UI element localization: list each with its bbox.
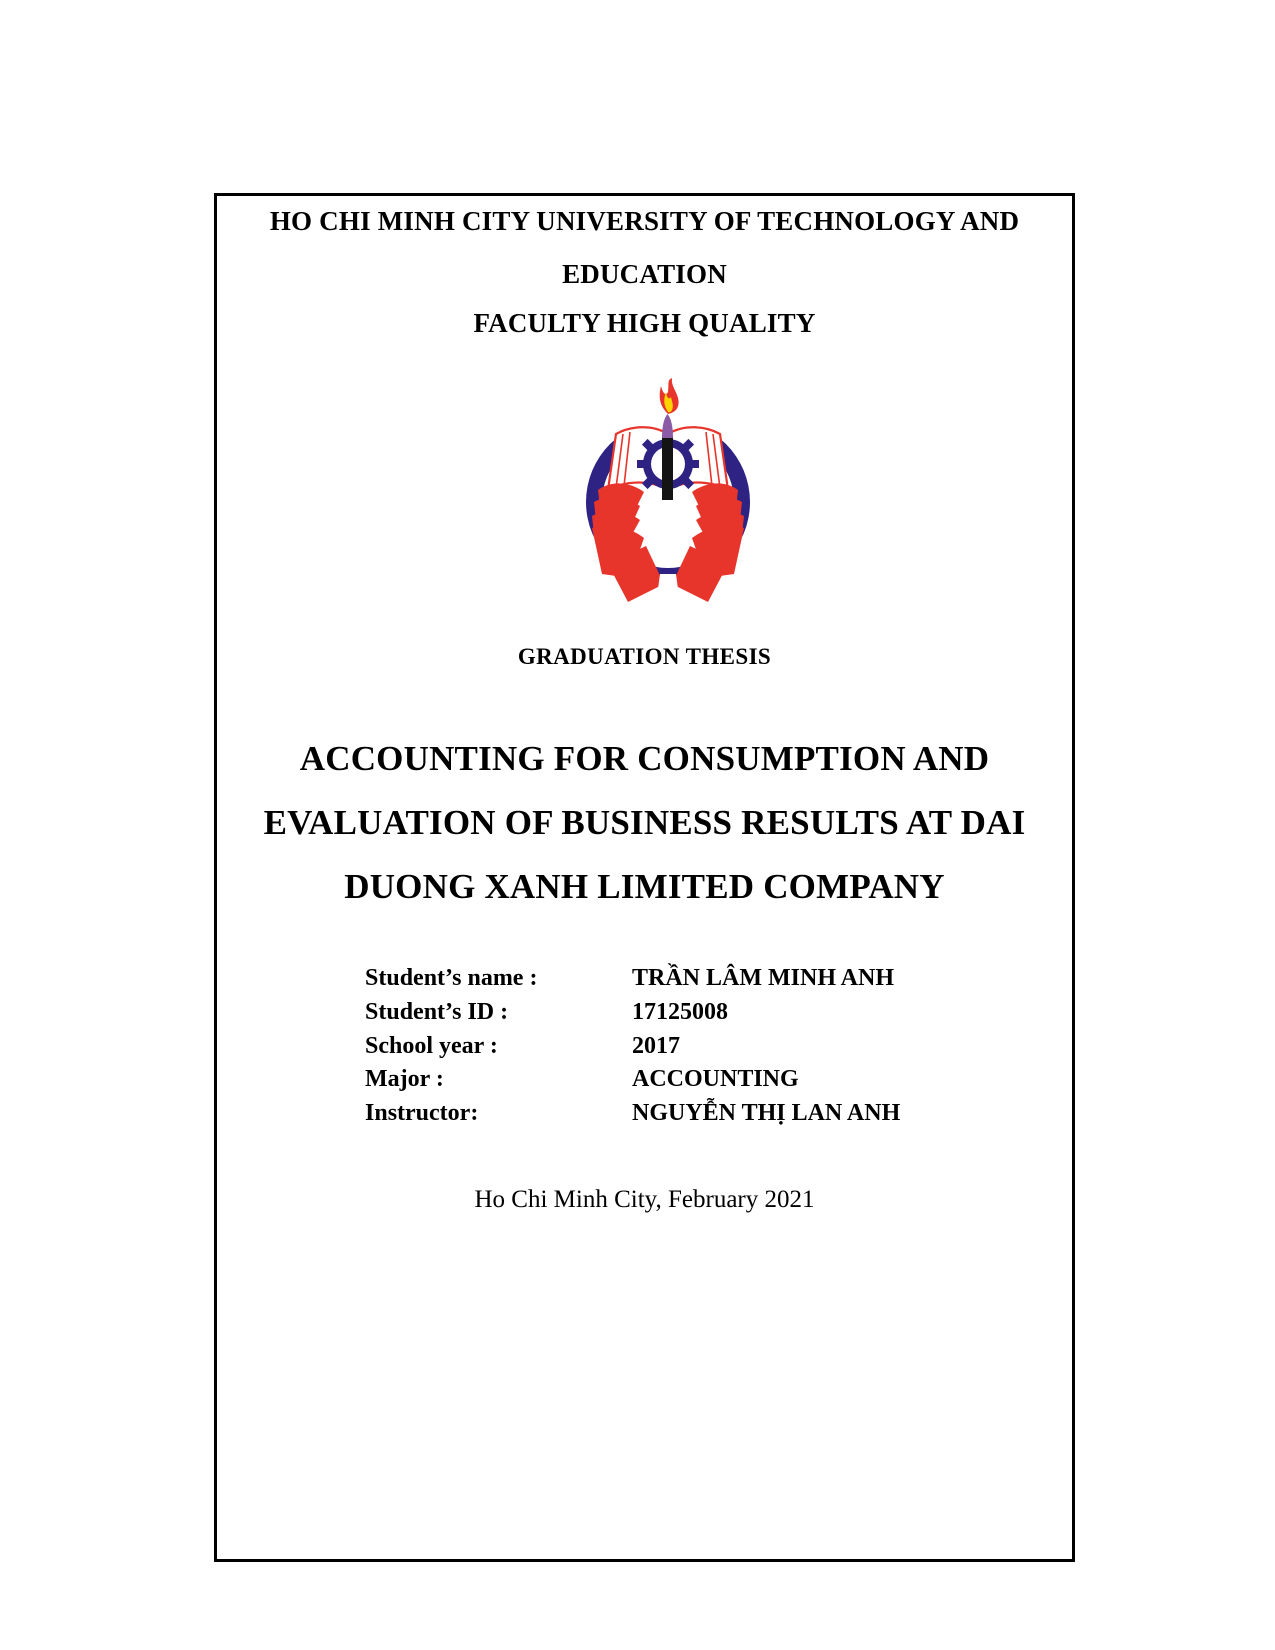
thesis-label: GRADUATION THESIS (517, 644, 772, 669)
university-name-line-2: EDUCATION (562, 259, 727, 289)
detail-row-student-id (365, 996, 1005, 1030)
thesis-title-line-1: ACCOUNTING FOR CONSUMPTION AND (299, 739, 990, 778)
detail-row-student-name (365, 962, 1005, 996)
thesis-title-line-3: DUONG XANH LIMITED COMPANY (344, 867, 945, 906)
thesis-title-line-2: EVALUATION OF BUSINESS RESULTS AT DAI (263, 803, 1026, 842)
detail-row-major (365, 1063, 1005, 1097)
detail-label-instructor: Instructor: (365, 1100, 479, 1127)
detail-row-instructor (365, 1097, 1005, 1131)
header-block (217, 208, 1072, 337)
hcmute-logo-icon (568, 378, 768, 604)
detail-label-major: Major : (365, 1066, 444, 1093)
detail-label-student-id: Student’s ID : (365, 998, 509, 1025)
detail-row-school-year (365, 1030, 1005, 1064)
student-details-block (365, 962, 1005, 1131)
detail-value-student-name: TRẦN LÂM MINH ANH (632, 965, 894, 991)
detail-value-major: ACCOUNTING (632, 1066, 799, 1093)
detail-value-school-year: 2017 (632, 1032, 680, 1059)
thesis-title (217, 741, 1072, 904)
faculty-name: FACULTY HIGH QUALITY (473, 308, 816, 338)
university-name-line-1: HO CHI MINH CITY UNIVERSITY OF TECHNOLOGY AND (269, 206, 1020, 236)
place-and-date: Ho Chi Minh City, February 2021 (474, 1186, 815, 1213)
detail-value-student-id: 17125008 (632, 998, 728, 1025)
page-border-frame (214, 193, 1075, 1562)
detail-label-student-name: Student’s name : (365, 965, 538, 991)
detail-label-school-year: School year : (365, 1032, 498, 1059)
detail-value-instructor: NGUYỄN THỊ LAN ANH (632, 1100, 901, 1127)
